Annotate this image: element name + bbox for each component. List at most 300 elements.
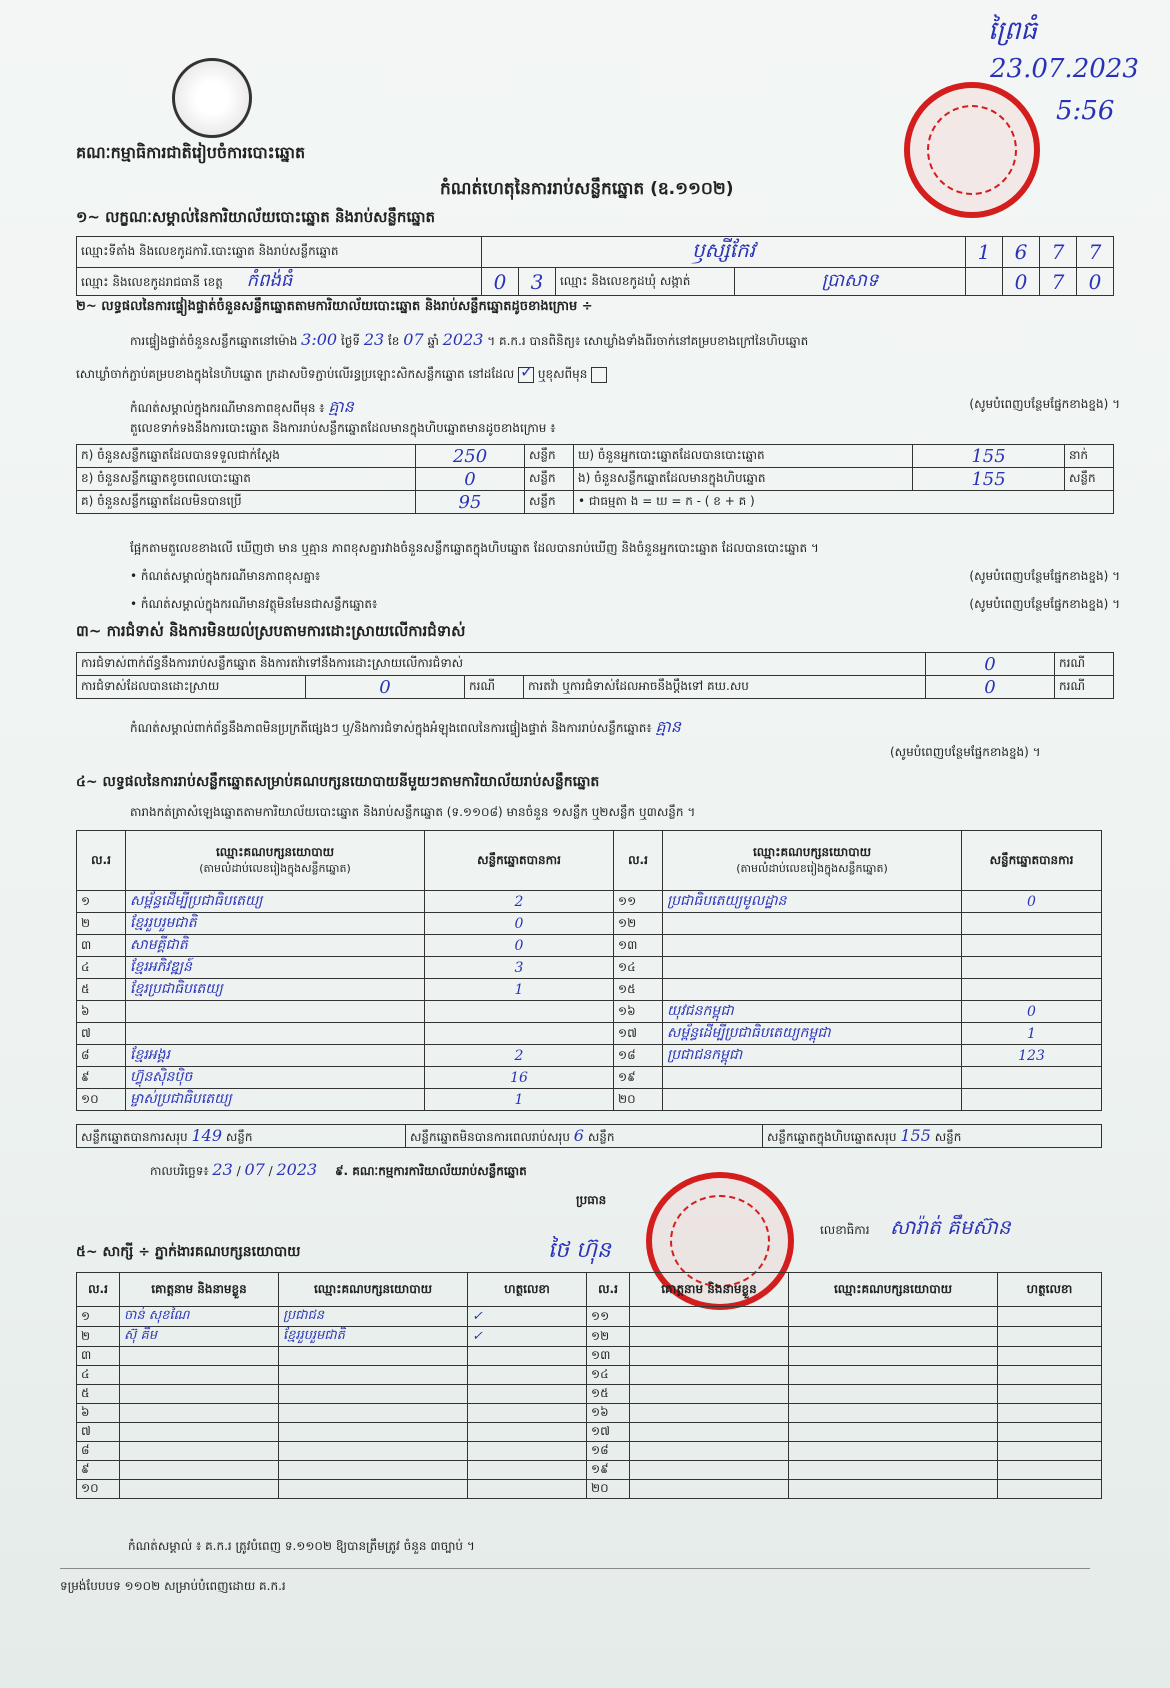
witness-name [120,1347,279,1366]
witness-no: ១៦ [587,1404,630,1423]
month-label: ខែ [388,334,400,348]
secretary-signature: សារ៉ាត់ គឹមស៊ាន [890,1215,1011,1239]
witness-no: ១០ [77,1480,120,1499]
commune-code-spacer [966,268,1003,296]
count-row [77,468,1114,491]
witness-party [279,1480,468,1499]
witness-name [630,1347,789,1366]
col-no-left: ល.រ [77,831,126,891]
witness-name: ចាន់ សុខណៃ [120,1307,279,1327]
witness-no: ១៥ [587,1385,630,1404]
party-votes [425,1023,614,1045]
footer-note: កំណត់សម្គាល់ ៖ គ.ក.រ ត្រូវបំពេញ ទ.១១០២ ឱ្យបានត្រឹមត្រូវ ចំនួន ៣ច្បាប់ ។ [128,1539,475,1553]
witness-name: ស៊ុ គឹម [120,1327,279,1347]
section2-heading: ២~ លទ្ធផលនៃការផ្ទៀងផ្ទាត់ចំនួនសន្លឹកឆ្នោតតាមការិយាល័យបោះឆ្នោត និងរាប់សន្លឹកឆ្នោតដូចខាងក្រោម ÷ [76,299,593,314]
party-name: ខ្មែរអង្គរ [126,1045,425,1067]
bullet-difference [130,568,1120,586]
bullet-difference-fill: (សូមបំពេញបន្ថែមផ្នែកខាងខ្នង) ។ [969,569,1120,583]
party-name [663,1067,962,1089]
total-invalid [406,1125,763,1148]
section4-intro: តារាងកត់ត្រាសំឡេងឆ្នោតតាមការិយាល័យបោះឆ្នោត និងរាប់សន្លឹកឆ្នោត (ទ.១១០៨) មានចំនួន ១សន្លឹក ឬ២សន្លឹក ឬ៣សន្លឹក ។ [130,805,696,819]
objection-count: 0 [926,653,1055,676]
witness-name [630,1442,789,1461]
party-votes [962,1089,1102,1111]
party-no: ១២ [614,913,663,935]
party-row [77,957,1102,979]
witness-no: ៥ [77,1385,120,1404]
witness-party [789,1307,998,1327]
party-no: ១៩ [614,1067,663,1089]
party-no: ៩ [77,1067,126,1089]
witness-no: ១៣ [587,1347,630,1366]
province-value: កំពង់ធំ [246,270,293,291]
witness-no: ៧ [77,1423,120,1442]
section5-heading: ៥~ សាក្សី ÷ ភ្នាក់ងារគណបក្សនយោបាយ [76,1244,301,1260]
commune-value: ប្រាសាទ [735,268,966,296]
total-valid-unit: សន្លឹក [225,1129,253,1144]
witness-no: ៤ [77,1366,120,1385]
party-name: សម្ព័ន្ធដើម្បីប្រជាធិបតេយ្យកម្ពុជា [663,1023,962,1045]
party-no: ៤ [77,957,126,979]
witness-name [630,1423,789,1442]
total-valid [77,1125,406,1148]
witness-signature: ✓ [468,1307,587,1327]
witness-party [279,1442,468,1461]
witness-signature [468,1385,587,1404]
appeal-unit: ករណី [1055,676,1114,699]
party-row [77,1089,1102,1111]
witness-name [120,1385,279,1404]
party-no: ២ [77,913,126,935]
col-party-left-title: ឈ្មោះគណបក្សនយោបាយ [215,844,335,859]
count-left-value: 95 [416,491,525,514]
bullet-difference-label: • កំណត់សម្គាល់ក្នុងករណីមានភាពខុសគ្នា៖ [130,569,321,583]
verify-time: 3:00 [301,330,338,349]
witness-no: ១៨ [587,1442,630,1461]
count-formula: • ជាធម្មតា ង = ឃ = ក - ( ខ + គ ) [574,491,1114,514]
party-row [77,1001,1102,1023]
total-box-value: 155 [900,1125,931,1145]
party-no: ៦ [77,1001,126,1023]
total-valid-value: 149 [191,1125,223,1145]
party-row [77,935,1102,957]
party-no: ១០ [77,1089,126,1111]
party-no: ៣ [77,935,126,957]
col-votes-left: សន្លឹកឆ្នោតបានការ [425,831,614,891]
total-box-label: សន្លឹកឆ្នោតក្នុងហិបឆ្នោតសរុប [767,1129,897,1144]
count-left-value: 250 [416,445,525,468]
party-votes: 0 [962,1001,1102,1023]
day-label: ថ្ងៃទី [340,334,360,348]
witness-name [630,1307,789,1327]
province-row [77,268,482,296]
witness-no: ១១ [587,1307,630,1327]
date-year: 2023 [276,1160,318,1179]
date-month: 07 [244,1160,265,1179]
party-no: ១៨ [614,1045,663,1067]
witness-name [630,1404,789,1423]
witness-signature [998,1366,1102,1385]
year-label: ឆ្នាំ [427,334,439,348]
chair-label: ប្រធាន [576,1193,607,1207]
party-name: សាមគ្គីជាតិ [126,935,425,957]
handwritten-station: ព្រៃធំ [988,16,1038,46]
party-votes: 1 [425,1089,614,1111]
party-votes: 3 [425,957,614,979]
count-right-label: ង) ចំនួនសន្លឹកឆ្នោតដែលមានក្នុងហិបឆ្នោត [574,468,913,491]
w-col-sign-right: ហត្ថលេខា [998,1273,1102,1307]
count-left-label: ខ) ចំនួនសន្លឹកឆ្នោតខូចពេលបោះឆ្នោត [77,468,416,491]
irregularity-fill: (សូមបំពេញបន្ថែមផ្នែកខាងខ្នង) ។ [890,745,1041,759]
w-col-no-right: ល.រ [587,1273,630,1307]
party-no: ២០ [614,1089,663,1111]
witness-name [630,1327,789,1347]
party-name [663,913,962,935]
witness-name [630,1385,789,1404]
witness-party [279,1404,468,1423]
count-row [77,445,1114,468]
total-invalid-label: សន្លឹកឆ្នោតមិនបានការពេលរាប់សរុប [410,1129,570,1144]
province-code-2: 3 [519,268,556,296]
difference-note-fill: (សូមបំពេញបន្ថែមផ្នែកខាងខ្នង) ។ [969,397,1120,411]
witness-party [789,1347,998,1366]
difference-note-line [130,396,1120,420]
witness-name [120,1461,279,1480]
changed-checkbox [591,367,607,383]
party-no: ១៥ [614,979,663,1001]
party-no: ៨ [77,1045,126,1067]
party-name: សម្ព័ន្ធដើម្បីប្រជាធិបតេយ្យ [126,891,425,913]
section1-heading: ១~ លក្ខណៈសម្គាល់នៃការិយាល័យបោះឆ្នោត និងរាប់សន្លឹកឆ្នោត [76,208,436,226]
witness-party [279,1423,468,1442]
count-right-value: 155 [913,468,1065,491]
appeal-label: ការតវ៉ា ឬការជំទាស់ដែលអាចនឹងប្តឹងទៅ គឃ.សប [524,676,926,699]
party-name [663,1089,962,1111]
station-code-3: 7 [1040,237,1077,268]
w-col-name-right: គោត្តនាម និងនាមខ្លួន [630,1273,789,1307]
witness-rows [77,1307,1102,1499]
witness-party: ប្រជាជន [279,1307,468,1327]
objection-table [76,652,1114,699]
witness-signature [998,1480,1102,1499]
witness-signature [468,1442,587,1461]
witness-row [77,1404,1102,1423]
witness-signature [468,1423,587,1442]
commune-code-2: 7 [1040,268,1077,296]
handwritten-time: 5:56 [1056,96,1115,126]
party-no: ៥ [77,979,126,1001]
party-votes [962,957,1102,979]
party-votes: 1 [425,979,614,1001]
party-votes: 0 [425,913,614,935]
witness-signature [998,1347,1102,1366]
witness-signature [998,1442,1102,1461]
witness-name [120,1404,279,1423]
party-votes: 123 [962,1045,1102,1067]
witness-no: ៣ [77,1347,120,1366]
difference-note-value: គ្មាន [328,397,354,416]
commune-code-1: 0 [1003,268,1040,296]
party-no: ១ [77,891,126,913]
party-name: យុវជនកម្ពុជា [663,1001,962,1023]
col-votes-right: សន្លឹកឆ្នោតបានការ [962,831,1102,891]
count-left-label: ក) ចំនួនសន្លឹកឆ្នោតដែលបានទទួលជាក់ស្តែង [77,445,416,468]
objection-row-label: ការជំទាស់ពាក់ព័ន្ធនឹងការរាប់សន្លឹកឆ្នោត និងការតវ៉ាទៅនឹងការដោះស្រាយលើការជំទាស់ [77,653,926,676]
station-code-4: 7 [1077,237,1114,268]
date-line: កាលបរិច្ឆេទ៖ 23 / 07 / 2023 ៩. គណៈកម្មការការិយាល័យរាប់សន្លឹកឆ្នោត [150,1160,527,1179]
party-no: ៧ [77,1023,126,1045]
witness-party [789,1366,998,1385]
witness-party [789,1423,998,1442]
witness-signature [998,1327,1102,1347]
form-title: កំណត់ហេតុនៃការរាប់សន្លឹកឆ្នោត (ឧ.១១០២) [440,179,734,199]
secretary-label: លេខាធិការ [820,1223,870,1237]
col-no-right: ល.រ [614,831,663,891]
section4-heading: ៤~ លទ្ធផលនៃការរាប់សន្លឹកឆ្នោតសម្រាប់គណបក្សនយោបាយនីមួយៗតាមការិយាល័យរាប់សន្លឹកឆ្នោត [76,774,600,790]
count-left-value: 0 [416,468,525,491]
witness-row [77,1366,1102,1385]
witness-party [789,1461,998,1480]
handwritten-date: 23.07.2023 [990,54,1139,84]
count-right-unit: នាក់ [1065,445,1114,468]
party-votes: 16 [425,1067,614,1089]
station-code-2: 6 [1003,237,1040,268]
count-row [77,491,1114,514]
w-col-party-right: ឈ្មោះគណបក្សនយោបាយ [789,1273,998,1307]
witness-name [120,1366,279,1385]
section1-table [76,236,1114,296]
witness-signature [468,1480,587,1499]
witness-no: ៦ [77,1404,120,1423]
appeal-count: 0 [926,676,1055,699]
witness-row [77,1423,1102,1442]
col-party-right-sub: (តាមលំដាប់លេខរៀងក្នុងសន្លឹកឆ្នោត) [736,861,888,875]
witness-name [630,1366,789,1385]
bullet-nonballot-fill: (សូមបំពេញបន្ថែមផ្នែកខាងខ្នង) ។ [969,597,1120,611]
verify-year: 2023 [442,330,484,349]
witness-row [77,1442,1102,1461]
witness-signature [998,1461,1102,1480]
seal-status-label: សោឃ្លាំចាក់ភ្ជាប់គម្របខាងក្នុងនៃហិបឆ្នោត ក្រដាសបិទភ្ជាប់លើរន្ធប្រឡោះសិកសន្លឹកឆ្នោត នៅដដែល [76,367,515,381]
irregularity-note-label: កំណត់សម្គាល់ពាក់ព័ន្ធនឹងភាពមិនប្រក្រតីផ្សេងៗ ឬ/និងការជំទាស់ក្នុងអំឡុងពេលនៃការផ្ទៀងផ្ទាត់ និងការរាប់សន្លឹកឆ្នោត៖ [130,721,652,735]
witness-name [630,1480,789,1499]
party-votes [962,935,1102,957]
party-no: ១៧ [614,1023,663,1045]
witness-signature [468,1366,587,1385]
party-no: ១៣ [614,935,663,957]
irregularity-note-value: គ្មាន [655,717,681,736]
count-left-unit: សន្លឹក [525,491,574,514]
party-row [77,891,1102,913]
bullet-nonballot-label: • កំណត់សម្គាល់ក្នុងករណីមានវត្ថុមិនមែនជាសន្លឹកឆ្នោត៖ [130,597,378,611]
witness-signature [998,1404,1102,1423]
date-day: 23 [212,1160,233,1179]
witness-party [279,1461,468,1480]
party-no: ១១ [614,891,663,913]
resolved-count: 0 [306,676,465,699]
col-party-right-title: ឈ្មោះគណបក្សនយោបាយ [752,844,872,859]
witness-row [77,1307,1102,1327]
party-name: ហ៊្វុនស៊ិនប៉ិច [126,1067,425,1089]
national-emblem-icon [172,58,252,138]
party-votes [425,1001,614,1023]
party-votes: 0 [425,935,614,957]
section3-heading: ៣~ ការជំទាស់ និងការមិនយល់ស្របតាមការដោះស្រាយលើការជំទាស់ [76,622,466,640]
party-row [77,1067,1102,1089]
total-invalid-value: 6 [573,1125,584,1145]
total-valid-label: សន្លឹកឆ្នោតបានការសរុប [81,1129,188,1144]
witness-signature: ✓ [468,1327,587,1347]
witness-party [789,1327,998,1347]
witness-no: ១៧ [587,1423,630,1442]
party-name: ខ្មែររួបរួមជាតិ [126,913,425,935]
province-label: ឈ្មោះ និងលេខកូដរាជធានី ខេត្ត [81,275,223,289]
changed-label: ឬខុសពីមុន [537,367,588,381]
party-name: ម្ចាស់ប្រជាធិបតេយ្យ [126,1089,425,1111]
witness-party [789,1442,998,1461]
footer-form-code: ទម្រង់បែបបទ ១១០២ សម្រាប់បំពេញដោយ គ.ក.រ [60,1579,286,1593]
w-col-sign-left: ហត្ថលេខា [468,1273,587,1307]
witness-signature [468,1461,587,1480]
witness-table [76,1272,1102,1499]
station-name-label: ឈ្មោះទីតាំង និងលេខកូដការិ.បោះឆ្នោត និងរាប់សន្លឹកឆ្នោត [77,237,482,268]
col-party-left [126,831,425,891]
col-party-right [663,831,962,891]
party-row [77,913,1102,935]
party-votes: 1 [962,1023,1102,1045]
verify-line-end: ។ គ.ក.រ បានពិនិត្យ៖ សោឃ្លាំងទាំងពីរចាក់នៅគម្របខាងក្រៅនៃហិបឆ្នោត [487,334,809,348]
bullet-nonballot [130,596,1120,614]
resolved-label: ការជំទាស់ដែលបានដោះស្រាយ [77,676,306,699]
witness-no: ២ [77,1327,120,1347]
party-no: ១៤ [614,957,663,979]
witness-no: ១២ [587,1327,630,1347]
count-left-unit: សន្លឹក [525,445,574,468]
witness-party [789,1480,998,1499]
province-code-1: 0 [482,268,519,296]
total-invalid-unit: សន្លឹក [587,1129,615,1144]
witness-no: ១ [77,1307,120,1327]
party-votes [962,979,1102,1001]
date-label: កាលបរិច្ឆេទ៖ [150,1164,209,1178]
count-left-label: គ) ចំនួនសន្លឹកឆ្នោតដែលមិនបានប្រើ [77,491,416,514]
commune-label: ឈ្មោះ និងលេខកូដឃុំ សង្កាត់ [556,268,735,296]
party-row [77,979,1102,1001]
witness-party [789,1404,998,1423]
verify-day: 23 [363,330,385,349]
w-col-no-left: ល.រ [77,1273,120,1307]
count-right-unit: សន្លឹក [1065,468,1114,491]
count-right-label: ឃ) ចំនួនអ្នកបោះឆ្នោតដែលបានបោះឆ្នោត [574,445,913,468]
party-no: ១៦ [614,1001,663,1023]
party-rows [77,891,1102,1111]
org-name: គណៈកម្មាធិការជាតិរៀបចំការបោះឆ្នោត [76,143,306,162]
witness-no: ៨ [77,1442,120,1461]
witness-signature [998,1385,1102,1404]
footer-divider [60,1568,1090,1569]
w-col-name-left: គោត្តនាម និងនាមខ្លួន [120,1273,279,1307]
party-name: ខ្មែរប្រជាធិបតេយ្យ [126,979,425,1001]
section2-line1 [130,330,1120,351]
party-votes: 0 [962,891,1102,913]
total-box [763,1125,1102,1148]
witness-row [77,1327,1102,1347]
witness-no: ២០ [587,1480,630,1499]
w-col-party-left: ឈ្មោះគណបក្សនយោបាយ [279,1273,468,1307]
section2-line2 [76,366,1116,384]
total-box-unit: សន្លឹក [934,1129,962,1144]
party-votes [962,1067,1102,1089]
witness-row [77,1461,1102,1480]
count-intro: តួលេខទាក់ទងនឹងការបោះឆ្នោត និងការរាប់សន្លឹកឆ្នោតដែលមានក្នុងហិបឆ្នោតមានដូចខាងក្រោម ៖ [130,421,556,435]
party-name: ប្រជាធិបតេយ្យមូលដ្ឋាន [663,891,962,913]
party-name [126,1023,425,1045]
count-left-unit: សន្លឹក [525,468,574,491]
chair-signature: ថៃ ហ៊ុន [548,1238,611,1263]
party-name [126,1001,425,1023]
verify-time-label: ការផ្ទៀងផ្ទាត់ចំនួនសន្លឹកឆ្នោតនៅម៉ោង [130,334,298,348]
party-votes: 2 [425,891,614,913]
witness-name [630,1461,789,1480]
verify-month: 07 [403,330,424,349]
witness-party [789,1385,998,1404]
witness-name [120,1480,279,1499]
party-name [663,957,962,979]
witness-no: ៩ [77,1461,120,1480]
station-code-1: 1 [966,237,1003,268]
witness-party [279,1366,468,1385]
party-results-table [76,830,1102,1111]
party-name: ខ្មែរអភិវឌ្ឍន៍ [126,957,425,979]
witness-name [120,1423,279,1442]
witness-signature [468,1347,587,1366]
objection-unit: ករណី [1055,653,1114,676]
ballot-count-table [76,444,1114,514]
party-name: ប្រជាជនកម្ពុជា [663,1045,962,1067]
official-stamp-top [904,82,1040,218]
party-votes [962,913,1102,935]
witness-signature [998,1423,1102,1442]
col-party-left-sub: (តាមលំដាប់លេខរៀងក្នុងសន្លឹកឆ្នោត) [199,861,351,875]
difference-note-label: កំណត់សម្គាល់ក្នុងករណីមានភាពខុសពីមុន ៖ [130,401,325,415]
station-name-value: ឫស្សីកែវ [482,237,966,268]
witness-row [77,1347,1102,1366]
party-name [663,979,962,1001]
resolved-unit: ករណី [465,676,524,699]
commune-code-3: 0 [1077,268,1114,296]
totals-table [76,1124,1102,1148]
irregularity-note-line [130,716,1120,740]
witness-signature [998,1307,1102,1327]
count-right-value: 155 [913,445,1065,468]
witness-row [77,1480,1102,1499]
party-name [663,935,962,957]
committee-label: ៩. គណៈកម្មការការិយាល័យរាប់សន្លឹកឆ្នោត [335,1164,527,1178]
party-votes: 2 [425,1045,614,1067]
witness-party: ខ្មែររួបរួមជាតិ [279,1327,468,1347]
witness-row [77,1385,1102,1404]
witness-no: ១៤ [587,1366,630,1385]
unchanged-checkbox [518,367,534,383]
witness-no: ១៩ [587,1461,630,1480]
witness-party [279,1385,468,1404]
witness-name [120,1442,279,1461]
compare-line: ផ្អែកតាមតួលេខខាងលើ ឃើញថា មាន ឬគ្មាន ភាពខុសគ្នារវាងចំនួនសន្លឹកឆ្នោតក្នុងហិបឆ្នោត ដែលបានរាប់ឃើញ និងចំនួនអ្នកបោះឆ្នោត ដែលបានបោះឆ្នោត ។ [130,541,819,555]
witness-signature [468,1404,587,1423]
party-row [77,1045,1102,1067]
witness-party [279,1347,468,1366]
party-row [77,1023,1102,1045]
